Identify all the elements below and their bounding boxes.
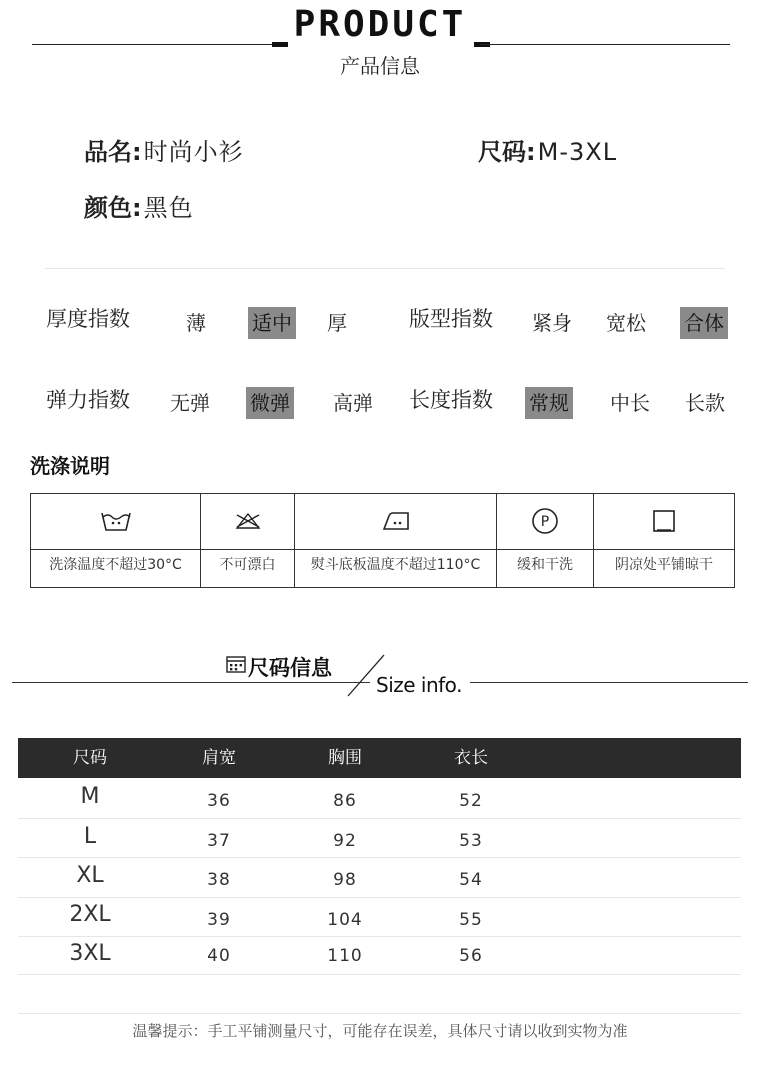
table-cell-shoulder: 36 [207, 791, 231, 811]
page-subtitle: 产品信息 [340, 54, 420, 78]
table-cell-length: 56 [459, 946, 483, 966]
calendar-icon [226, 655, 246, 677]
size-info-title-en: Size info. [376, 673, 462, 697]
table-cell-chest: 86 [333, 791, 357, 811]
header-rule-right [480, 44, 730, 45]
table-cell-chest: 92 [333, 831, 357, 851]
table-row-divider [18, 974, 741, 975]
elasticity-option-slight-selected: 微弹 [246, 387, 294, 419]
flat-dry-shade-icon [594, 504, 734, 538]
table-row-size: 2XL [69, 902, 111, 927]
table-cell-length: 53 [459, 831, 483, 851]
product-name-value: 时尚小衫 [143, 138, 244, 166]
size-info-title: 尺码信息 [248, 656, 332, 680]
thickness-option-thick: 厚 [327, 311, 347, 335]
no-bleach-text: 不可漂白 [219, 557, 276, 573]
elasticity-index-label: 弹力指数 [46, 388, 130, 412]
color-label: 颜色: [84, 194, 142, 222]
length-option-regular-selected: 常规 [525, 387, 573, 419]
wash-cell-temperature [31, 494, 201, 587]
info-divider [45, 268, 725, 269]
length-index-label: 长度指数 [409, 388, 493, 412]
dry-clean-p-icon [497, 504, 593, 538]
table-row-size: M [80, 784, 100, 809]
table-cell-length: 54 [459, 870, 483, 890]
product-color [84, 188, 194, 223]
table-cell-length: 52 [459, 791, 483, 811]
table-row-divider [18, 857, 741, 858]
product-size-range [478, 132, 617, 167]
table-cell-shoulder: 39 [207, 910, 231, 930]
fit-option-loose: 宽松 [606, 311, 646, 335]
fit-option-slim: 紧身 [532, 311, 572, 335]
wash-instructions-table [30, 493, 735, 588]
page-title: PRODUCT [293, 4, 467, 45]
no-bleach-icon [201, 504, 294, 538]
table-row-size: L [83, 824, 97, 849]
wash-cell-dry [594, 494, 734, 587]
table-cell-length: 55 [459, 910, 483, 930]
col-header-chest: 胸围 [328, 748, 362, 768]
note-divider [18, 1013, 741, 1014]
table-row-size: XL [76, 863, 104, 888]
length-option-long: 长款 [685, 391, 725, 415]
wash-cell-bleach [201, 494, 295, 587]
col-header-shoulder: 肩宽 [202, 748, 236, 768]
table-cell-chest: 104 [327, 910, 363, 930]
size-header-rule-left [12, 682, 370, 683]
product-name-label: 品名: [84, 138, 142, 166]
table-cell-shoulder: 37 [207, 831, 231, 851]
size-range-label: 尺码: [478, 138, 536, 166]
table-row-divider [18, 897, 741, 898]
wash-temperature-text: 洗涤温度不超过30°C [49, 557, 182, 573]
dry-clean-letter: P [540, 514, 550, 530]
thickness-index-label: 厚度指数 [46, 307, 130, 331]
wash-cell-iron [295, 494, 497, 587]
table-cell-shoulder: 38 [207, 870, 231, 890]
color-value: 黑色 [143, 194, 194, 222]
size-range-value: M-3XL [537, 138, 618, 166]
flat-dry-text: 阴凉处平铺晾干 [615, 557, 713, 573]
table-row-divider [18, 818, 741, 819]
wash-cell-dry-clean [497, 494, 594, 587]
fit-index-label: 版型指数 [409, 307, 493, 331]
fit-option-regular-selected: 合体 [680, 307, 728, 339]
col-header-length: 衣长 [454, 748, 488, 768]
elasticity-option-none: 无弹 [170, 391, 210, 415]
col-header-size: 尺码 [73, 748, 107, 768]
table-cell-chest: 110 [327, 946, 363, 966]
table-row-divider [18, 936, 741, 937]
wash-instructions-title: 洗涤说明 [30, 454, 110, 478]
iron-icon [295, 504, 496, 538]
iron-text: 熨斗底板温度不超过110°C [310, 557, 481, 573]
elasticity-option-high: 高弹 [333, 391, 373, 415]
measurement-note: 温馨提示：手工平铺测量尺寸，可能存在误差，具体尺寸请以收到实物为准 [132, 1022, 628, 1040]
length-option-medium: 中长 [610, 391, 650, 415]
product-name [84, 132, 244, 167]
wash-30-icon [31, 504, 200, 538]
table-cell-chest: 98 [333, 870, 357, 890]
dry-clean-text: 缓和干洗 [517, 557, 573, 573]
thickness-option-medium-selected: 适中 [248, 307, 296, 339]
table-cell-shoulder: 40 [207, 946, 231, 966]
table-row-size: 3XL [69, 941, 111, 966]
size-header-rule-right [470, 682, 748, 683]
thickness-option-thin: 薄 [186, 311, 206, 335]
